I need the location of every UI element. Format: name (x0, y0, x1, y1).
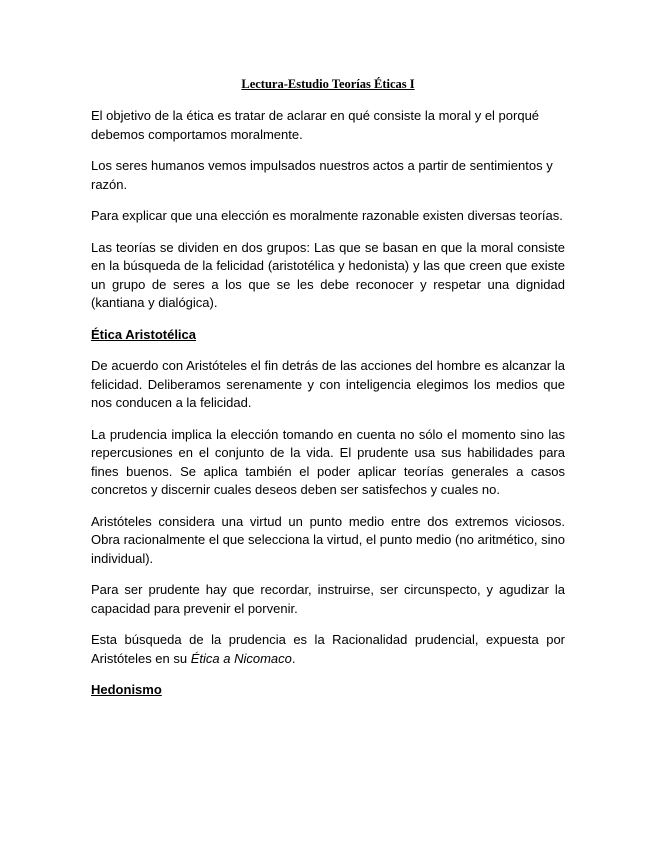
intro-paragraph-4: Las teorías se dividen en dos grupos: Las que se basan en que la moral consiste en la búsqueda de la felicidad (aristotélica y hedonista) y las que creen que existe un grupo de seres a los que se les debe reconocer y respetar una dignidad (kantiana y dialógica). (91, 239, 565, 310)
aristotle-paragraph-3: Aristóteles considera una virtud un punto medio entre dos extremos viciosos. Obra racionalmente el que selecciona la virtud, el punto medio (no aritmético, sino individual). (91, 513, 565, 566)
document-title: Lectura-Estudio Teorías Éticas I (241, 77, 415, 91)
paragraph-text: Esta búsqueda de la prudencia es la Racionalidad prudencial, expuesta por Aristóteles en su (91, 632, 565, 666)
intro-paragraph-3: Para explicar que una elección es moralmente razonable existen diversas teorías. (91, 208, 563, 223)
section-heading-aristotelian: Ética Aristotélica (91, 326, 197, 342)
intro-paragraph-2: Los seres humanos vemos impulsados nuestros actos a partir de sentimientos y razón. (91, 158, 553, 192)
aristotle-paragraph-5 (91, 631, 565, 668)
document-page (91, 75, 565, 713)
paragraph-end: . (291, 650, 296, 666)
book-title: Ética a Nicomaco (190, 650, 292, 666)
intro-paragraph-1: El objetivo de la ética es tratar de aclarar en qué consiste la moral y el porqué debemos comportamos moralmente. (91, 108, 540, 142)
aristotle-paragraph-2: La prudencia implica la elección tomando en cuenta no sólo el momento sino las repercusiones en el conjunto de la vida. El prudente usa sus habilidades para fines buenos. Se aplica también el poder aplicar teorías generales a casos concretos y discernir cuales deseos deben ser satisfechos y cuales no. (91, 426, 565, 497)
aristotle-paragraph-1: De acuerdo con Aristóteles el fin detrás de las acciones del hombre es alcanzar la felicidad. Deliberamos serenamente y con inteligencia elegimos los medios que nos conducen a la felicidad. (91, 358, 565, 410)
aristotle-paragraph-4: Para ser prudente hay que recordar, instruirse, ser circunspecto, y agudizar la capacidad para prevenir el porvenir. (91, 582, 565, 616)
section-heading-hedonism: Hedonismo (91, 682, 162, 697)
